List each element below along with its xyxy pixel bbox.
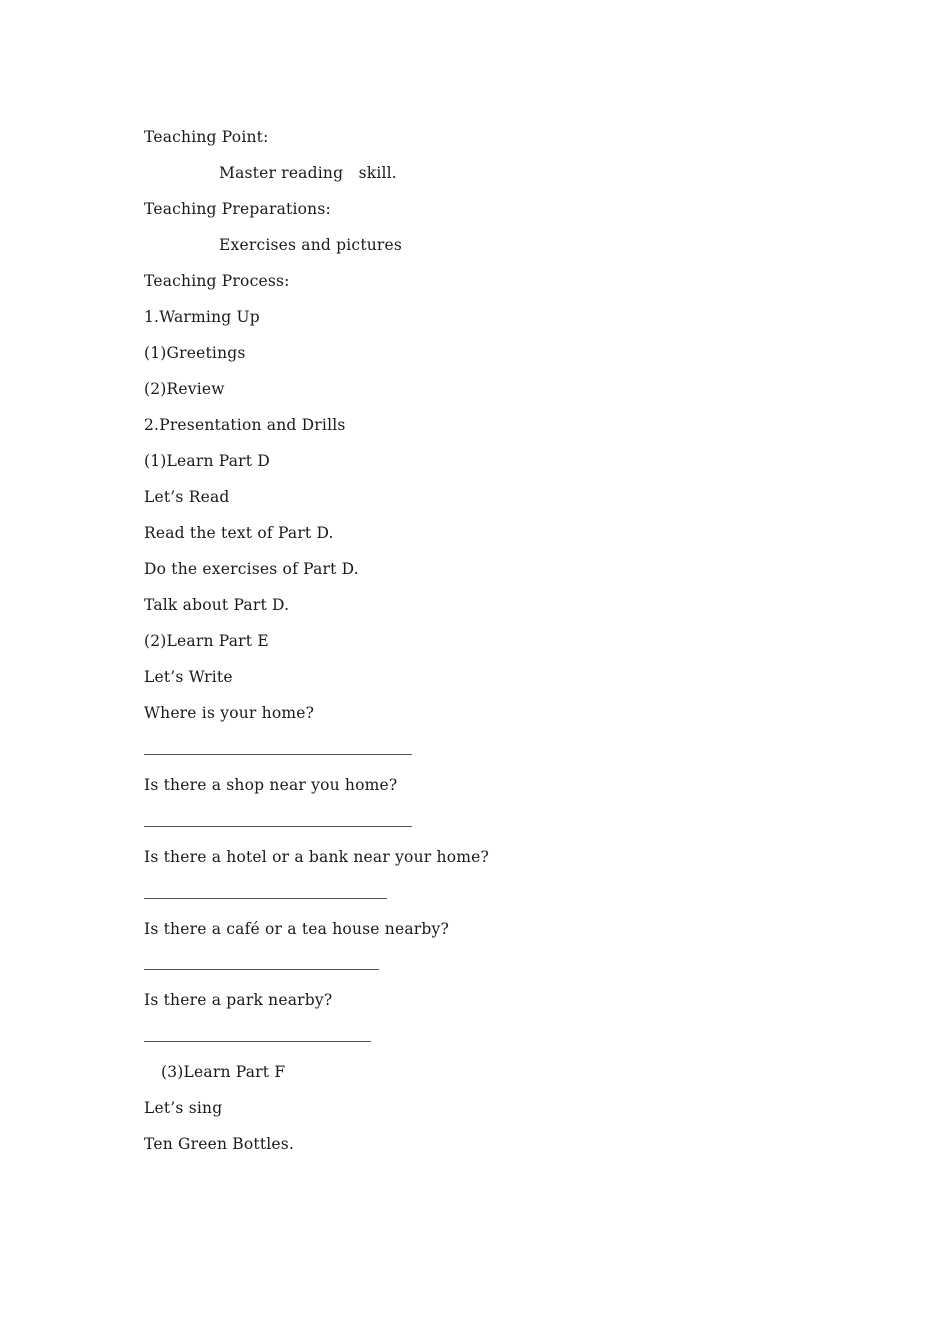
talk-about-item: Talk about Part D. bbox=[144, 596, 290, 614]
lets-sing-item: Let’s sing bbox=[144, 1099, 223, 1117]
answer-blank-line bbox=[144, 1041, 371, 1042]
preparations-heading: Teaching Preparations: bbox=[144, 200, 331, 218]
do-exercises-item: Do the exercises of Part D. bbox=[144, 560, 359, 578]
presentation-item: 2.Presentation and Drills bbox=[144, 416, 346, 434]
answer-blank-line bbox=[144, 826, 412, 827]
process-heading: Teaching Process: bbox=[144, 272, 290, 290]
read-text-item: Read the text of Part D. bbox=[144, 524, 334, 542]
teaching-point-text: Master reading skill. bbox=[219, 164, 397, 182]
teaching-point-heading: Teaching Point: bbox=[144, 128, 269, 146]
learn-part-f-item: (3)Learn Part F bbox=[161, 1063, 286, 1081]
question-home: Where is your home? bbox=[144, 704, 315, 722]
answer-blank-line bbox=[144, 754, 412, 755]
greetings-item: (1)Greetings bbox=[144, 344, 246, 362]
question-cafe: Is there a café or a tea house nearby? bbox=[144, 920, 449, 938]
preparations-text: Exercises and pictures bbox=[219, 236, 403, 254]
question-park: Is there a park nearby? bbox=[144, 991, 333, 1009]
question-shop: Is there a shop near you home? bbox=[144, 776, 398, 794]
learn-part-e-item: (2)Learn Part E bbox=[144, 632, 269, 650]
review-item: (2)Review bbox=[144, 380, 225, 398]
lets-write-item: Let’s Write bbox=[144, 668, 233, 686]
lets-read-item: Let’s Read bbox=[144, 488, 230, 506]
answer-blank-line bbox=[144, 969, 379, 970]
song-title: Ten Green Bottles. bbox=[144, 1135, 295, 1153]
question-hotel-bank: Is there a hotel or a bank near your home? bbox=[144, 848, 490, 866]
answer-blank-line bbox=[144, 898, 387, 899]
warming-up-item: 1.Warming Up bbox=[144, 308, 260, 326]
learn-part-d-item: (1)Learn Part D bbox=[144, 452, 270, 470]
